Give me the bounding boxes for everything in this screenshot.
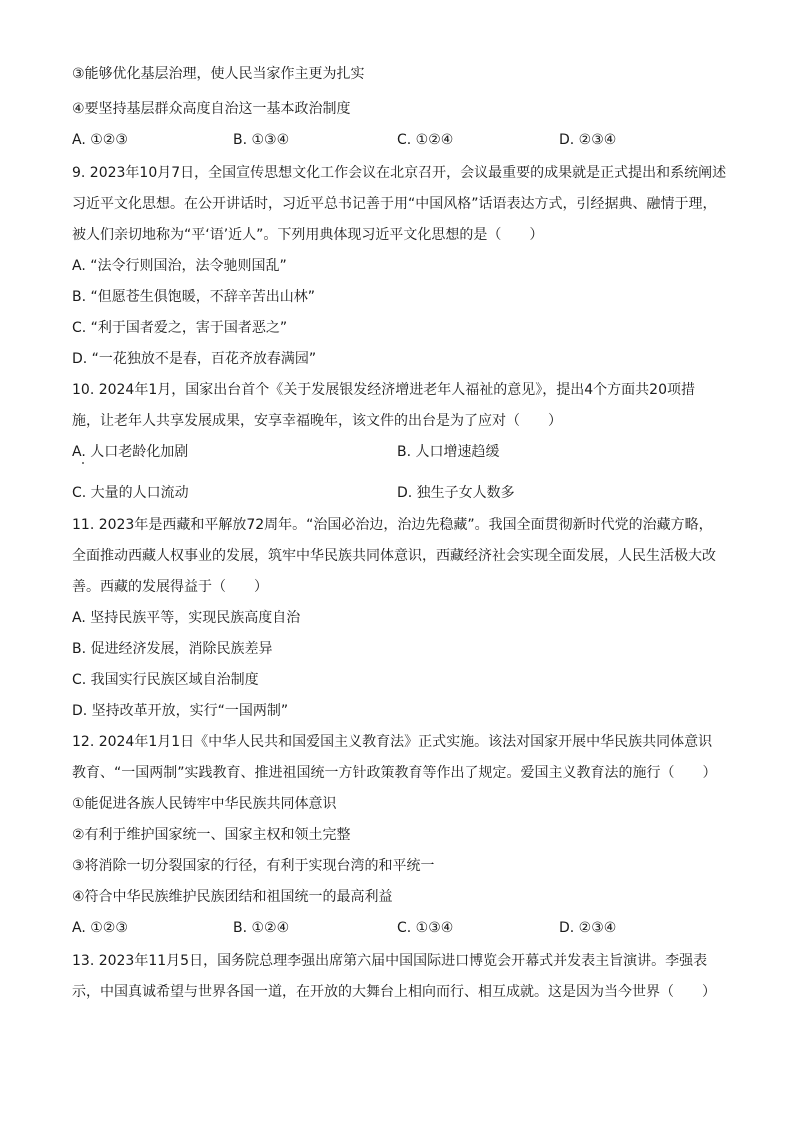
- q9-stem-line-3: 被人们亲切地称为“平‘语’近人”。下列用典体现习近平文化思想的是（ ）: [72, 227, 544, 243]
- q12-option-c: C. ①③④: [397, 920, 454, 936]
- q10-option-d: D. 独生子女人数多: [397, 485, 515, 501]
- q8-statement-4: ④要坚持基层群众高度自治这一基本政治制度: [72, 101, 351, 117]
- q8-option-b: B. ①③④: [233, 132, 290, 148]
- q8-option-c: C. ①②④: [397, 132, 454, 148]
- q13-stem-line-2: 示，中国真诚希望与世界各国一道，在开放的大舞台上相向而行、相互成就。这是因为当今世界（ ）: [72, 984, 716, 1000]
- q12-option-b: B. ①②④: [233, 920, 290, 936]
- q9-option-a: A. “法令行则国治，法令驰则国乱”: [72, 258, 287, 274]
- q10-option-a: A. 人口老龄化加剧: [72, 444, 189, 460]
- q12-statement-3: ③将消除一切分裂国家的行径，有利于实现台湾的和平统一: [72, 858, 435, 874]
- q9-option-d: D. “一花独放不是春，百花齐放春满园”: [72, 351, 317, 367]
- q12-option-a: A. ①②③: [72, 920, 128, 936]
- q8-statement-3: ③能够优化基层治理，使人民当家作主更为扎实: [72, 66, 365, 82]
- q9-stem-line-2: 习近平文化思想。在公开讲话时，习近平总书记善于用“中国风格”话语表达方式，引经据典、融情于理，: [72, 196, 717, 212]
- q11-stem-line-1: 11. 2023年是西藏和平解放72周年。“治国必治边，治边先稳藏”。我国全面贯彻新时代党的治藏方略，: [72, 517, 713, 533]
- q12-statement-4: ④符合中华民族维护民族团结和祖国统一的最高利益: [72, 889, 393, 905]
- q10-stem-line-1: 10. 2024年1月，国家出台首个《关于发展银发经济增进老年人福祉的意见》，提出4个方面共20项措: [72, 382, 695, 398]
- q12-stem-line-2: 教育、“一国两制”实践教育、推进祖国统一方针政策教育等作出了规定。爱国主义教育法的施行（ ）: [72, 765, 717, 781]
- q9-option-b: B. “但愿苍生俱饱暖，不辞辛苦出山林”: [72, 289, 316, 305]
- q9-stem-line-1: 9. 2023年10月7日，全国宣传思想文化工作会议在北京召开，会议最重要的成果就是正式提出和系统阐述: [72, 165, 727, 181]
- q10-stem-line-2: 施，让老年人共享发展成果，安享幸福晚年，该文件的出台是为了应对（ ）: [72, 413, 562, 429]
- q8-option-a: A. ①②③: [72, 132, 128, 148]
- q8-option-d: D. ②③④: [559, 132, 617, 148]
- q10-option-b: B. 人口增速趋缓: [397, 444, 500, 460]
- q11-option-b: B. 促进经济发展，消除民族差异: [72, 641, 273, 657]
- q12-stem-line-1: 12. 2024年1月1日《中华人民共和国爱国主义教育法》正式实施。该法对国家开展中华民族共同体意识: [72, 734, 713, 750]
- q12-option-d: D. ②③④: [559, 920, 617, 936]
- q10-option-c: C. 大量的人口流动: [72, 485, 189, 501]
- q11-stem-line-3: 善。西藏的发展得益于（ ）: [72, 579, 268, 595]
- q11-option-c: C. 我国实行民族区域自治制度: [72, 672, 259, 688]
- q12-statement-1: ①能促进各族人民铸牢中华民族共同体意识: [72, 796, 337, 812]
- q9-option-c: C. “利于国者爱之，害于国者恶之”: [72, 320, 288, 336]
- q11-stem-line-2: 全面推动西藏人权事业的发展，筑牢中华民族共同体意识，西藏经济社会实现全面发展，人民生活极大改: [72, 548, 716, 564]
- q11-option-a: A. 坚持民族平等，实现民族高度自治: [72, 610, 301, 626]
- q11-option-d: D. 坚持改革开放，实行“一国两制”: [72, 703, 289, 719]
- q12-statement-2: ②有利于维护国家统一、国家主权和领土完整: [72, 827, 351, 843]
- q13-stem-line-1: 13. 2023年11月5日，国务院总理李强出席第六届中国国际进口博览会开幕式并发表主旨演讲。李强表: [72, 953, 708, 969]
- stray-dot: [82, 462, 84, 464]
